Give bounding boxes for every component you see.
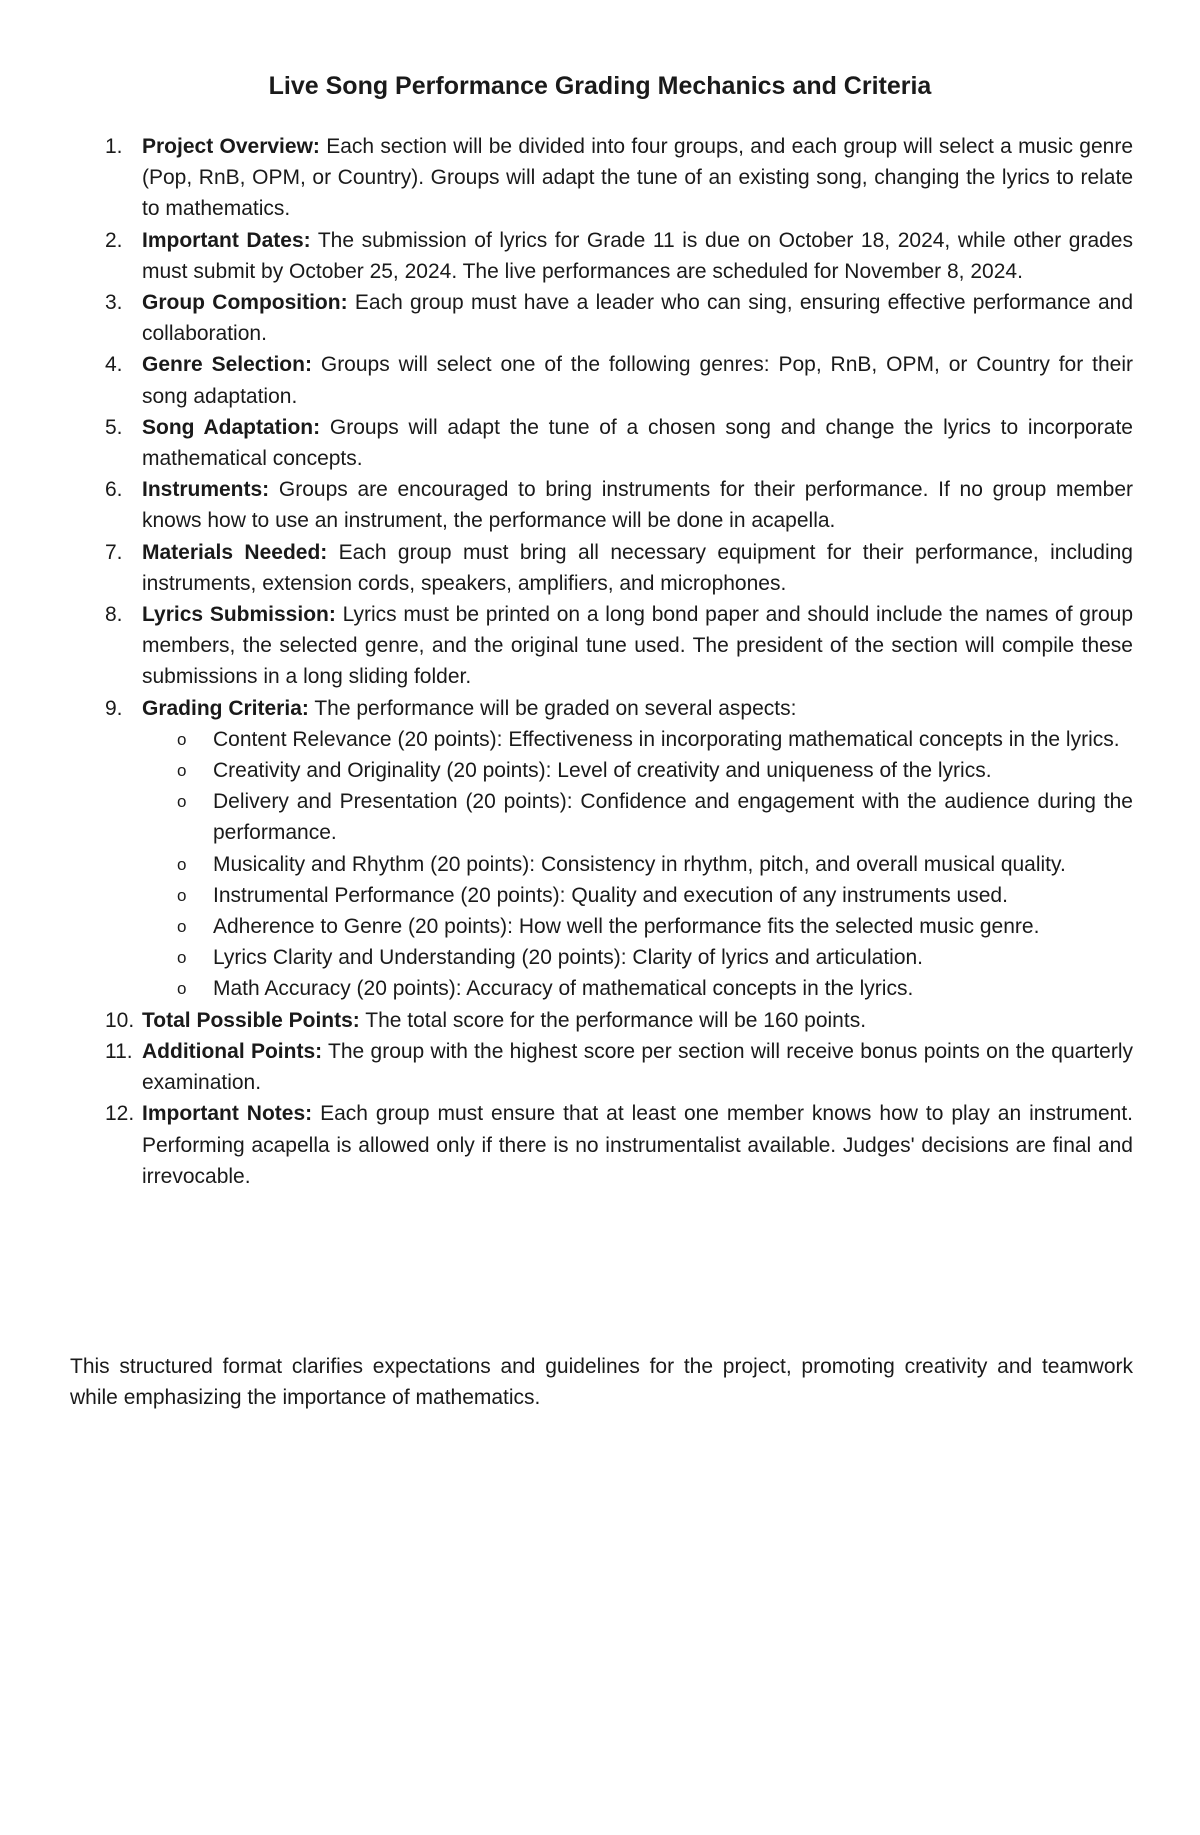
list-item [70, 693, 1133, 1005]
item-heading: Additional Points: [142, 1039, 323, 1063]
criteria-item [142, 942, 1133, 973]
item-heading: Important Notes: [142, 1102, 313, 1126]
item-number: 6. [105, 478, 123, 502]
item-heading: Genre Selection: [142, 353, 312, 377]
criteria-text: Instrumental Performance (20 points): Quality and execution of any instruments used. [213, 883, 1008, 907]
item-number: 5. [105, 415, 123, 439]
item-text: Each section will be divided into four groups, and each group will select a music genre (Pop, RnB, OPM, or Country). Groups will adapt the tune of an existing song, changing the lyrics to relate to mathematics. [142, 135, 1133, 221]
criteria-item [142, 911, 1133, 942]
criteria-item [142, 724, 1133, 755]
item-text: Groups will adapt the tune of a chosen song and change the lyrics to incorporate mathematical concepts. [142, 415, 1133, 471]
item-number: 8. [105, 603, 123, 627]
item-heading: Materials Needed: [142, 540, 328, 564]
bullet-icon: o [177, 761, 187, 781]
item-heading: Lyrics Submission: [142, 603, 336, 627]
item-number: 2. [105, 228, 123, 252]
document-title: Live Song Performance Grading Mechanics and Criteria [268, 72, 932, 100]
criteria-item [142, 849, 1133, 880]
criteria-item [142, 973, 1133, 1004]
item-text: The group with the highest score per section will receive bonus points on the quarterly examination. [142, 1039, 1133, 1095]
criteria-item [142, 786, 1133, 848]
item-number: 3. [105, 291, 123, 315]
item-text: Each group must ensure that at least one member knows how to play an instrument. Performing acapella is allowed only if there is no instrumentalist available. Judges' decisions are final and irrevocable. [142, 1102, 1133, 1188]
list-item [70, 412, 1133, 474]
criteria-list [142, 724, 1133, 1005]
criteria-item [142, 755, 1133, 786]
item-number: 10. [105, 1008, 135, 1032]
item-heading: Important Dates: [142, 228, 311, 252]
numbered-list [70, 131, 1133, 1192]
criteria-text: Adherence to Genre (20 points): How well the performance fits the selected music genre. [213, 915, 1040, 939]
bullet-icon: o [177, 885, 187, 905]
item-text: Each group must have a leader who can sing, ensuring effective performance and collaboration. [142, 291, 1133, 346]
item-heading: Song Adaptation: [142, 415, 321, 439]
criteria-text: Lyrics Clarity and Understanding (20 points): Clarity of lyrics and articulation. [213, 946, 924, 970]
list-item [70, 1036, 1133, 1098]
item-text: Groups are encouraged to bring instruments for their performance. If no group member knows how to use an instrument, the performance will be done in acapella. [142, 478, 1133, 533]
list-item [70, 287, 1133, 349]
item-number: 1. [105, 135, 123, 158]
bullet-icon: o [177, 792, 187, 812]
item-number: 4. [105, 353, 123, 377]
item-number: 12. [105, 1102, 135, 1126]
item-number: 7. [105, 540, 123, 564]
closing-paragraph: This structured format clarifies expectations and guidelines for the project, promoting creativity and teamwork while emphasizing the importance of mathematics. [70, 1355, 1133, 1410]
item-heading: Group Composition: [142, 291, 348, 315]
criteria-text: Math Accuracy (20 points): Accuracy of mathematical concepts in the lyrics. [213, 977, 914, 1001]
list-item [70, 537, 1133, 599]
list-item [70, 349, 1133, 411]
bullet-icon: o [177, 854, 187, 874]
item-heading: Grading Criteria: [142, 696, 309, 720]
list-item [70, 131, 1133, 225]
item-number: 11. [105, 1039, 133, 1063]
bullet-icon: o [177, 948, 187, 968]
item-heading: Project Overview: [142, 135, 320, 158]
bullet-icon: o [177, 917, 187, 937]
list-item [70, 1098, 1133, 1192]
criteria-text: Content Relevance (20 points): Effectiveness in incorporating mathematical concepts in the lyrics. [213, 727, 1120, 751]
item-text: The submission of lyrics for Grade 11 is due on October 18, 2024, while other grades must submit by October 25, 2024. The live performances are scheduled for November 8, 2024. [142, 228, 1133, 283]
item-text: Lyrics must be printed on a long bond paper and should include the names of group members, the selected genre, and the original tune used. The president of the section will compile these submissions in a long sliding folder. [142, 603, 1134, 689]
criteria-text: Delivery and Presentation (20 points): Confidence and engagement with the audience during the performance. [213, 790, 1133, 845]
list-item [70, 1005, 1133, 1036]
criteria-text: Creativity and Originality (20 points): Level of creativity and uniqueness of the lyrics. [213, 759, 992, 783]
item-text: Each group must bring all necessary equipment for their performance, including instruments, extension cords, speakers, amplifiers, and microphones. [142, 540, 1133, 595]
bullet-icon: o [177, 979, 187, 999]
criteria-text: Musicality and Rhythm (20 points): Consistency in rhythm, pitch, and overall musical quality. [213, 852, 1066, 876]
item-text: The performance will be graded on several aspects: [308, 696, 797, 720]
list-item [70, 225, 1133, 287]
list-item [70, 474, 1133, 536]
criteria-item [142, 880, 1133, 911]
list-item [70, 599, 1133, 693]
item-text: The total score for the performance will be 160 points. [359, 1008, 867, 1032]
item-heading: Total Possible Points: [142, 1008, 360, 1032]
item-heading: Instruments: [142, 478, 270, 502]
item-number: 9. [105, 696, 123, 720]
item-text: Groups will select one of the following genres: Pop, RnB, OPM, or Country for their song adaptation. [142, 353, 1133, 408]
bullet-icon: o [177, 729, 187, 749]
